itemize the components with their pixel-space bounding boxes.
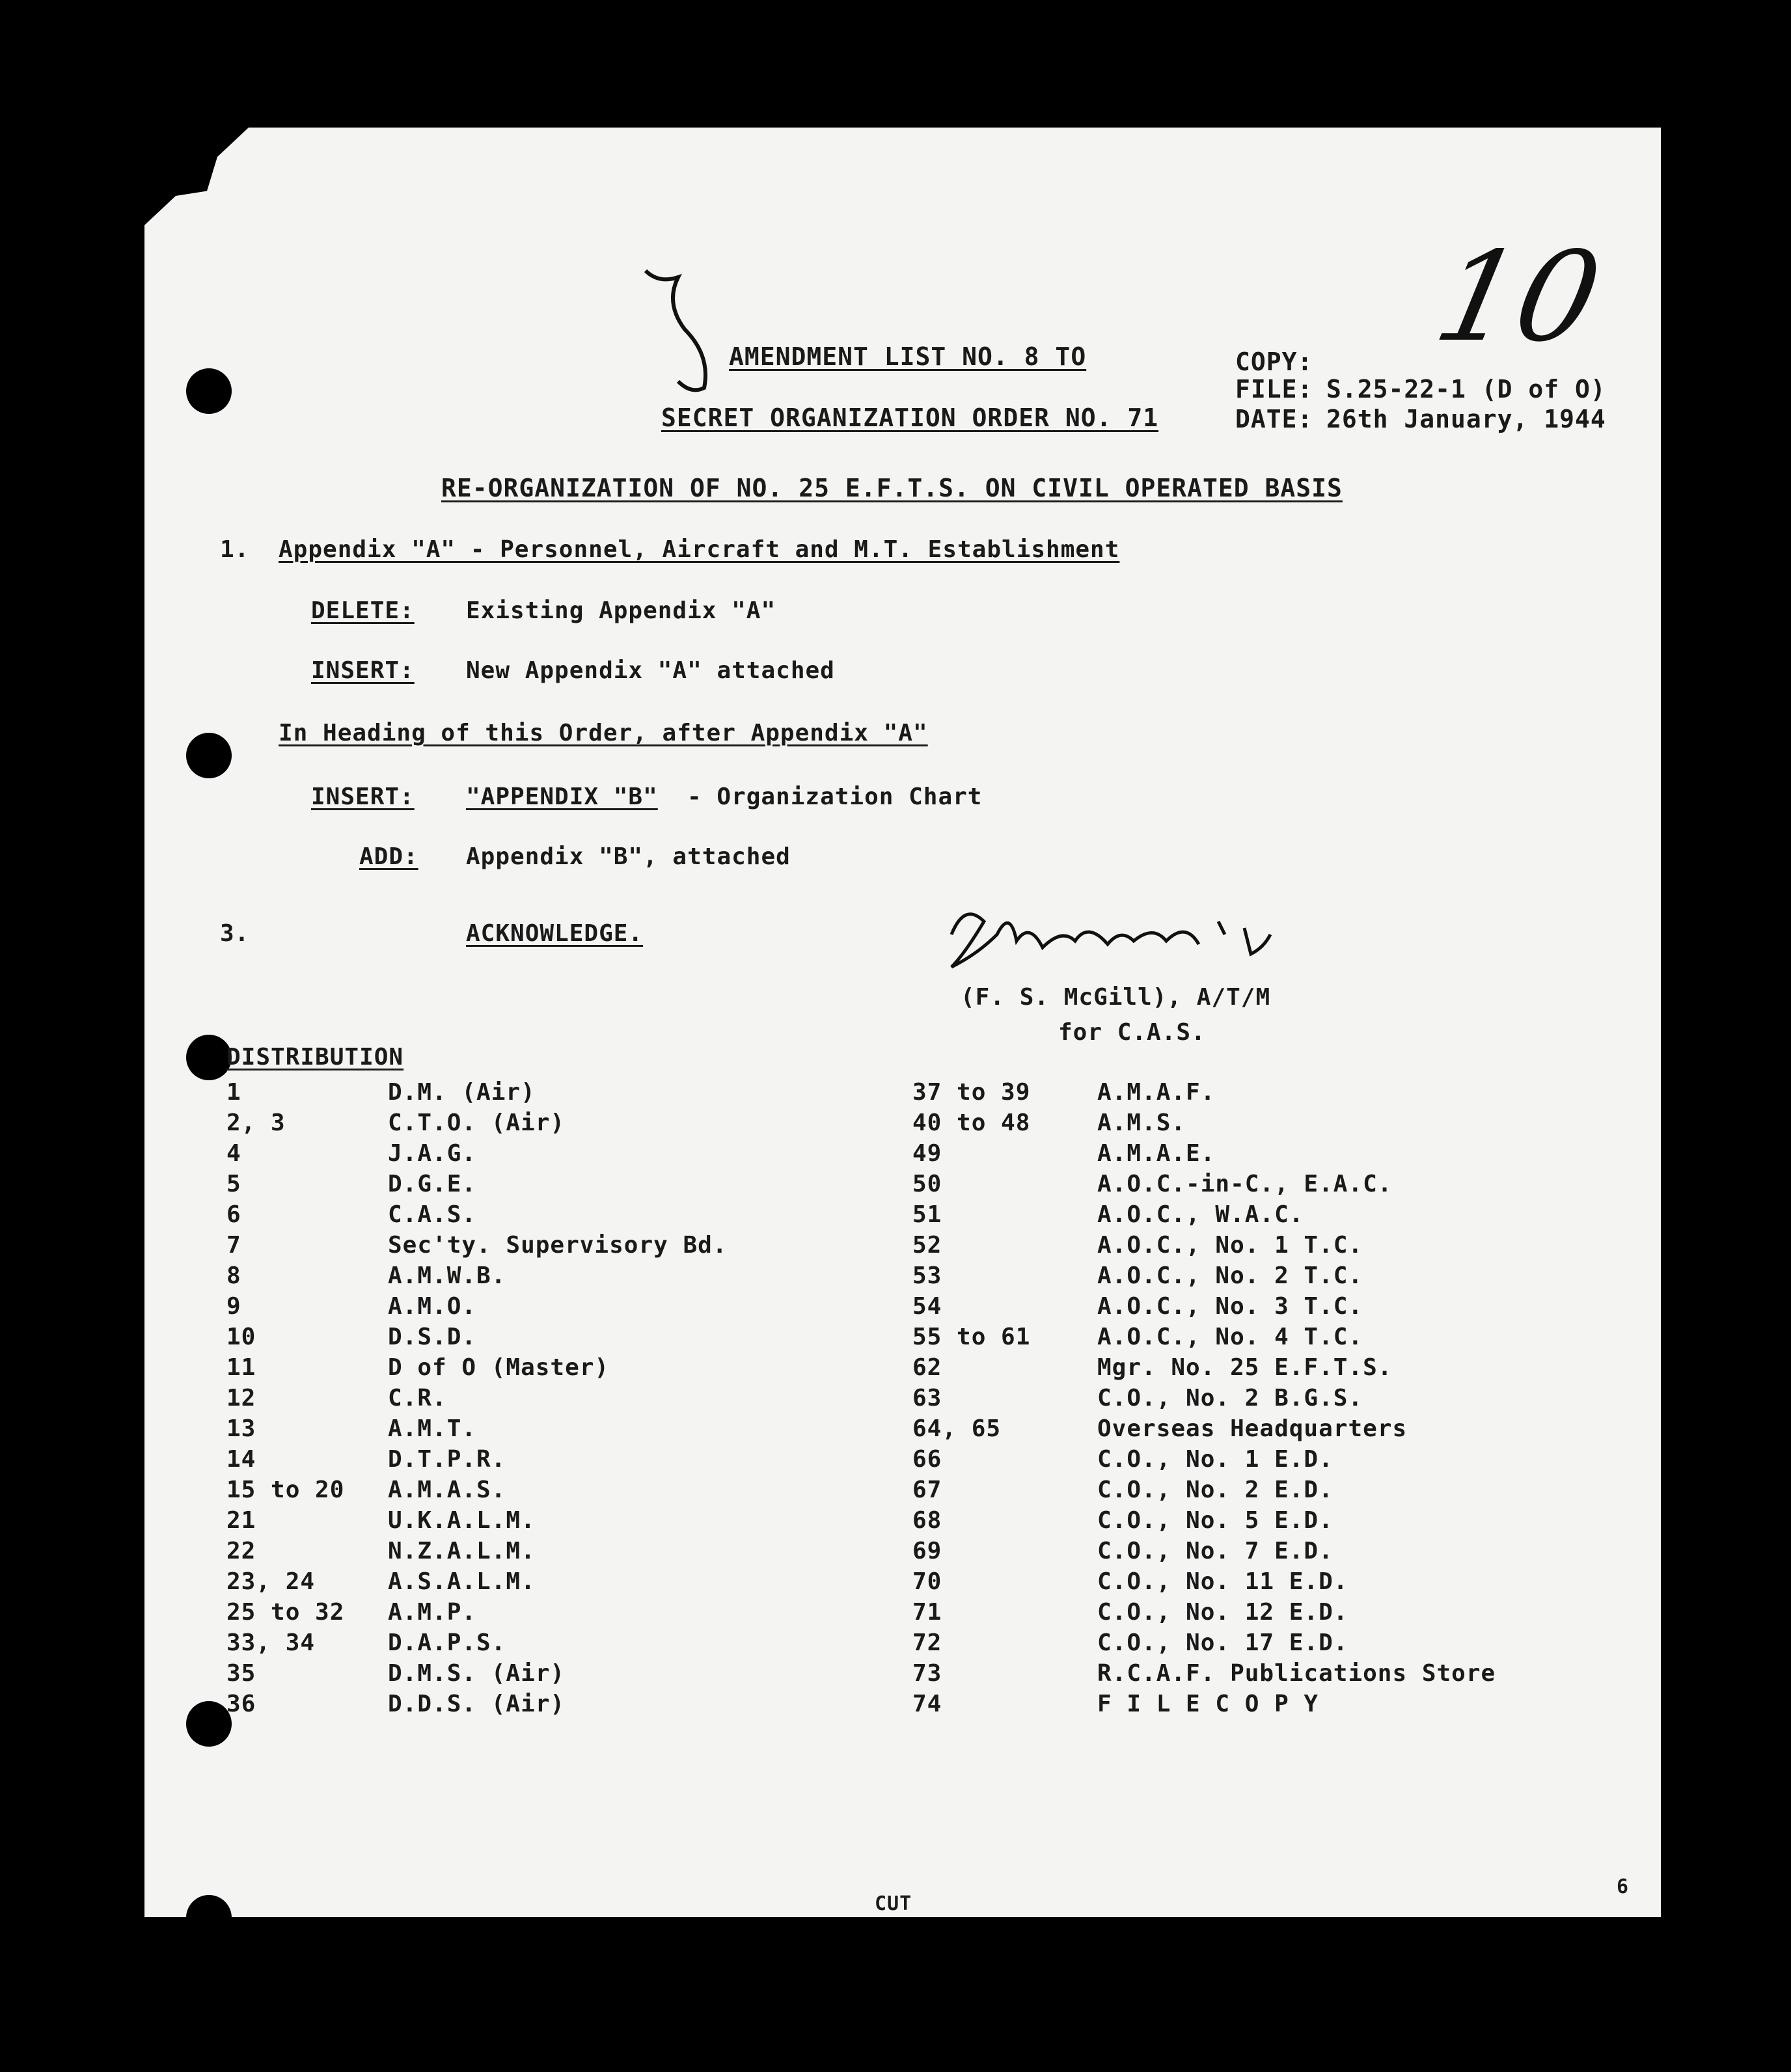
distribution-recipient: C.O., No. 11 E.D. [1097,1568,1348,1595]
order-heading: SECRET ORGANIZATION ORDER NO. 71 [661,403,1159,432]
distribution-recipient: C.T.O. (Air) [388,1110,566,1136]
distribution-recipient: D.S.D. [388,1324,477,1350]
distribution-number: 33, 34 [226,1629,316,1656]
distribution-recipient: A.O.C., W.A.C. [1097,1201,1304,1228]
insert-text-2b: - Organization Chart [687,784,983,810]
distribution-recipient: D.M.S. (Air) [388,1660,566,1687]
distribution-number: 69 [912,1538,942,1564]
distribution-number: 11 [226,1354,256,1381]
insert-label-1: INSERT: [311,657,415,684]
distribution-recipient: C.O., No. 2 B.G.S. [1097,1385,1363,1411]
distribution-recipient: A.O.C., No. 4 T.C. [1097,1324,1363,1350]
distribution-number: 35 [226,1660,256,1687]
acknowledge-text: ACKNOWLEDGE. [466,920,644,947]
punch-hole [186,368,232,414]
handwritten-page-number: 10 [1424,225,1613,369]
distribution-number: 40 to 48 [912,1110,1031,1136]
distribution-recipient: A.S.A.L.M. [388,1568,536,1595]
distribution-recipient: A.O.C., No. 3 T.C. [1097,1293,1363,1320]
section-3-number: 3. [220,920,250,947]
distribution-recipient: C.O., No. 2 E.D. [1097,1477,1333,1503]
distribution-number: 70 [912,1568,942,1595]
section-1-heading: Appendix "A" - Personnel, Aircraft and M.T. Establishment [279,536,1120,563]
distribution-number: 62 [912,1354,942,1381]
distribution-number: 53 [912,1262,942,1289]
punch-hole [186,1035,232,1080]
distribution-number: 63 [912,1385,942,1411]
distribution-number: 9 [226,1293,241,1320]
section-2-heading: In Heading of this Order, after Appendix "A" [279,720,928,746]
distribution-number: 14 [226,1446,256,1473]
distribution-number: 7 [226,1232,241,1259]
distribution-heading: DISTRIBUTION [226,1044,404,1070]
distribution-recipient: D.T.P.R. [388,1446,506,1473]
distribution-recipient: A.M.T. [388,1415,477,1442]
distribution-recipient: A.O.C.-in-C., E.A.C. [1097,1171,1393,1197]
distribution-number: 67 [912,1477,942,1503]
distribution-number: 15 to 20 [226,1477,345,1503]
distribution-recipient: C.A.S. [388,1201,477,1228]
distribution-recipient: Sec'ty. Supervisory Bd. [388,1232,728,1259]
distribution-number: 8 [226,1262,241,1289]
distribution-number: 71 [912,1599,942,1626]
file-label: FILE: [1235,375,1313,403]
insert-text-2a: "APPENDIX "B" [466,784,658,810]
distribution-recipient: A.M.W.B. [388,1262,506,1289]
distribution-recipient: A.M.P. [388,1599,477,1626]
distribution-number: 36 [226,1691,256,1717]
distribution-recipient: A.M.A.E. [1097,1140,1216,1167]
distribution-recipient: J.A.G. [388,1140,477,1167]
signatory-name: (F. S. McGill), A/T/M [961,984,1271,1011]
distribution-recipient: A.M.A.F. [1097,1079,1216,1106]
pen-mark [626,258,756,401]
distribution-recipient: R.C.A.F. Publications Store [1097,1660,1496,1687]
distribution-recipient: A.M.O. [388,1293,477,1320]
distribution-recipient: Mgr. No. 25 E.F.T.S. [1097,1354,1393,1381]
distribution-recipient: D.A.P.S. [388,1629,506,1656]
distribution-number: 49 [912,1140,942,1167]
punch-hole [186,1701,232,1747]
distribution-recipient: A.O.C., No. 1 T.C. [1097,1232,1363,1259]
distribution-number: 54 [912,1293,942,1320]
copy-label: COPY: [1235,348,1313,376]
date-value: 26th January, 1944 [1326,405,1606,433]
distribution-recipient: D.G.E. [388,1171,477,1197]
distribution-recipient: C.O., No. 1 E.D. [1097,1446,1333,1473]
distribution-number: 51 [912,1201,942,1228]
distribution-number: 6 [226,1201,241,1228]
distribution-number: 74 [912,1691,942,1717]
distribution-recipient: C.O., No. 12 E.D. [1097,1599,1348,1626]
distribution-number: 68 [912,1507,942,1534]
distribution-recipient: D of O (Master) [388,1354,610,1381]
distribution-number: 25 to 32 [226,1599,345,1626]
distribution-recipient: U.K.A.L.M. [388,1507,536,1534]
file-value: S.25-22-1 (D of O) [1326,375,1606,403]
distribution-number: 72 [912,1629,942,1656]
distribution-recipient: C.R. [388,1385,447,1411]
distribution-recipient: A.M.S. [1097,1110,1186,1136]
distribution-number: 50 [912,1171,942,1197]
punch-hole [186,733,232,778]
insert-label-2: INSERT: [311,784,415,810]
add-text: Appendix "B", attached [466,843,791,870]
distribution-number: 37 to 39 [912,1079,1031,1106]
handwritten-signature [938,895,1303,980]
distribution-number: 4 [226,1140,241,1167]
document-title: RE-ORGANIZATION OF NO. 25 E.F.T.S. ON CIVIL OPERATED BASIS [441,474,1343,502]
insert-text-1: New Appendix "A" attached [466,657,835,684]
distribution-number: 22 [226,1538,256,1564]
distribution-recipient: N.Z.A.L.M. [388,1538,536,1564]
distribution-recipient: F I L E C O P Y [1097,1691,1319,1717]
distribution-number: 73 [912,1660,942,1687]
torn-corner [144,128,249,225]
distribution-number: 66 [912,1446,942,1473]
distribution-number: 52 [912,1232,942,1259]
distribution-number: 13 [226,1415,256,1442]
distribution-number: 1 [226,1079,241,1106]
distribution-recipient: D.D.S. (Air) [388,1691,566,1717]
distribution-number: 2, 3 [226,1110,286,1136]
distribution-number: 10 [226,1324,256,1350]
distribution-number: 12 [226,1385,256,1411]
distribution-recipient: Overseas Headquarters [1097,1415,1408,1442]
amendment-heading: AMENDMENT LIST NO. 8 TO [729,342,1087,371]
distribution-number: 23, 24 [226,1568,316,1595]
distribution-recipient: C.O., No. 5 E.D. [1097,1507,1333,1534]
distribution-recipient: A.M.A.S. [388,1477,506,1503]
distribution-number: 5 [226,1171,241,1197]
delete-label: DELETE: [311,597,415,624]
delete-text: Existing Appendix "A" [466,597,776,624]
distribution-number: 21 [226,1507,256,1534]
distribution-recipient: C.O., No. 7 E.D. [1097,1538,1333,1564]
distribution-recipient: C.O., No. 17 E.D. [1097,1629,1348,1656]
distribution-recipient: D.M. (Air) [388,1079,536,1106]
page-mark: 6 [1617,1875,1630,1898]
add-label: ADD: [359,843,418,870]
signatory-for: for C.A.S. [1058,1019,1206,1046]
cut-mark: CUT [875,1892,912,1915]
punch-hole [186,1895,232,1917]
section-1-number: 1. [220,536,250,563]
document-page [144,128,1661,1917]
distribution-number: 55 to 61 [912,1324,1031,1350]
date-label: DATE: [1235,405,1313,433]
distribution-number: 64, 65 [912,1415,1002,1442]
distribution-recipient: A.O.C., No. 2 T.C. [1097,1262,1363,1289]
